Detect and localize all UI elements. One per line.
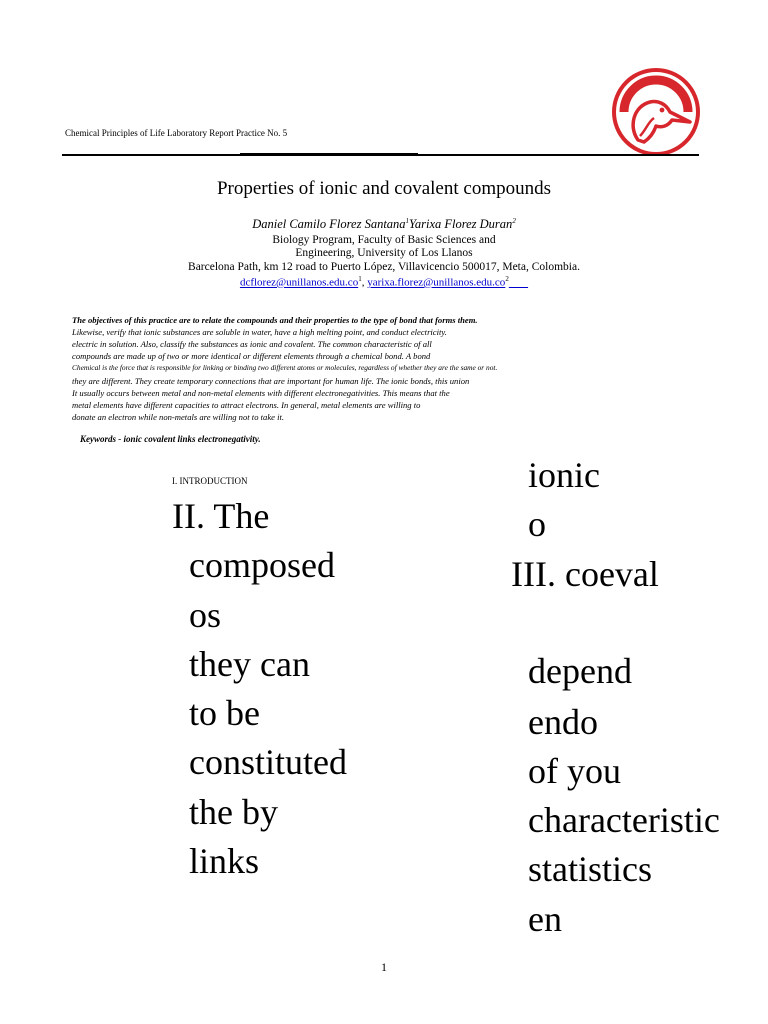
left-column-line: constituted — [189, 742, 347, 782]
right-column-line: depend — [528, 651, 632, 691]
right-column-line: statistics — [528, 849, 652, 889]
email-link-1[interactable]: dcflorez@unillanos.edu.co — [239, 276, 359, 289]
affiliation-line: Barcelona Path, km 12 road to Puerto López, Villavicencio 500017, Meta, Colombia. — [188, 261, 580, 273]
email-1-sup: 1 — [358, 275, 362, 283]
left-column-line: II. The — [172, 496, 270, 536]
email-trailing-underline — [509, 277, 528, 289]
author-1-sup: 1 — [405, 217, 410, 225]
email-line — [0, 275, 768, 289]
paper-title: Properties of ionic and covalent compounds — [216, 178, 551, 199]
abstract-line: they are different. They create temporary connections that are important for human life. The ionic bonds, this union — [72, 376, 470, 386]
left-column-line: os — [189, 595, 222, 635]
abstract-line: donate an electron while non-metals are willing not to take it. — [72, 412, 285, 422]
author-2: Yarixa Florez Duran — [409, 217, 513, 232]
right-column-line: III. coeval — [511, 554, 659, 594]
university-logo — [610, 66, 702, 158]
right-column-line: of you — [528, 751, 621, 791]
email-separator: , — [361, 276, 368, 289]
abstract-line: Chemical is the force that is responsible for linking or binding two different atoms or molecules, regardless of whether they are the same or not. — [72, 363, 498, 372]
right-column-line: characteristic — [528, 800, 720, 840]
email-link-2[interactable]: yarixa.florez@unillanos.edu.co — [367, 276, 506, 289]
page-number: 1 — [381, 960, 387, 974]
left-column-line: links — [189, 841, 260, 881]
author-1: Daniel Camilo Florez Santana — [252, 217, 406, 232]
right-column-line: ionic — [528, 455, 600, 495]
left-column-line: they can — [189, 644, 310, 684]
section-heading-introduction: I. INTRODUCTION — [172, 476, 248, 486]
right-column-line: en — [528, 899, 562, 939]
left-column-line: composed — [189, 545, 335, 585]
abstract-line: It usually occurs between metal and non-metal elements with different electronegativities. This means that the — [72, 388, 450, 398]
email-2-sup: 2 — [505, 275, 509, 283]
abstract-line: The objectives of this practice are to relate the compounds and their properties to the type of bond that forms them. — [72, 315, 478, 325]
abstract-line: electric in solution. Also, classify the substances as ionic and covalent. The common characteristic of all — [72, 339, 432, 349]
right-column-line: o — [528, 504, 546, 544]
abstract-line: compounds are made up of two or more identical or different elements through a chemical bond. A bond — [72, 351, 431, 361]
right-column-line: endo — [528, 702, 598, 742]
running-header: Chemical Principles of Life Laboratory Report Practice No. 5 — [65, 128, 288, 138]
affiliation-line: Biology Program, Faculty of Basic Sciences and — [272, 234, 496, 246]
abstract-line: Likewise, verify that ionic substances are soluble in water, have a high melting point, and conduct electricity. — [72, 327, 447, 337]
abstract-line: metal elements have different capacities to attract electrons. In general, metal elements are willing to — [72, 400, 421, 410]
author-line — [0, 217, 768, 232]
left-column-line: to be — [189, 693, 260, 733]
affiliation-line: Engineering, University of Los Llanos — [295, 247, 473, 259]
keywords: Keywords - ionic covalent links electronegativity. — [80, 434, 261, 444]
author-2-sup: 2 — [512, 217, 516, 225]
left-column-line: the by — [189, 792, 278, 832]
header-rule-accent — [240, 153, 418, 156]
